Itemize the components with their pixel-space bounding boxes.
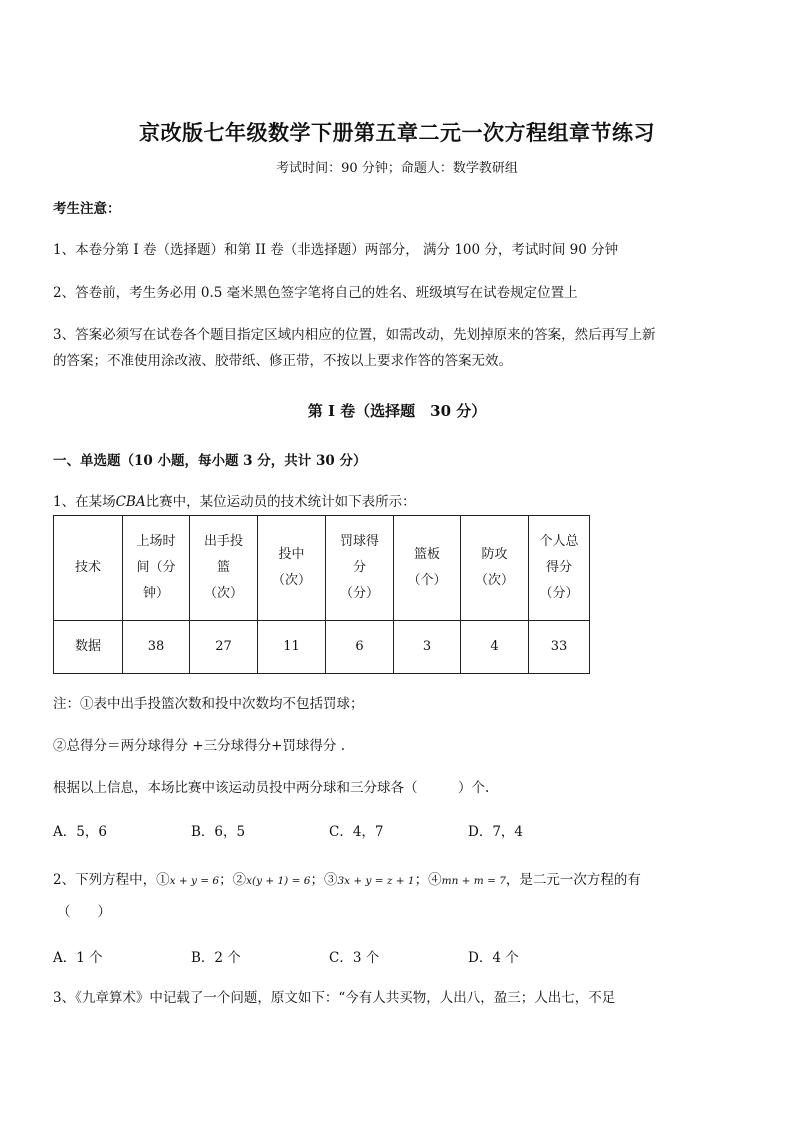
stats-table: [53, 515, 590, 674]
header-line: 防攻: [481, 547, 508, 562]
header-line: （次）: [474, 573, 514, 588]
table-cell: 4: [461, 621, 529, 674]
separator: ；: [219, 872, 233, 888]
header-line: 间（分: [136, 560, 176, 575]
cba-label: CBA: [115, 494, 146, 510]
exam-info: 考试时间：90 分钟；命题人：数学教研组: [276, 161, 518, 176]
header-cell-rebound: [394, 516, 461, 621]
page-title: 京改版七年级数学下册第五章二元一次方程组章节练习: [139, 120, 655, 145]
question-1-ask: 根据以上信息，本场比赛中该运动员投中两分球和三分球各（ ）个.: [53, 780, 490, 796]
header-line: 篮: [216, 560, 230, 575]
table-cell: 38: [123, 621, 190, 674]
circled-4: ④: [428, 872, 442, 888]
circled-2: ②: [232, 872, 247, 888]
equation-4: mn + m = 7: [441, 875, 506, 887]
header-line: 技术: [74, 560, 101, 575]
header-line: 篮板: [413, 547, 440, 562]
table-row: [54, 621, 590, 674]
question-1-suffix: 比赛中，某位运动员的技术统计如下表所示：: [145, 494, 416, 510]
question-2-stem: [53, 870, 641, 891]
row-label: 数据: [54, 621, 123, 674]
question-3-stem: 3、《九章算术》中记载了一个问题，原文如下：“今有人共买物，人出八，盈三；人出七，不足: [53, 990, 616, 1006]
q2-option-a[interactable]: A．1 个: [53, 950, 103, 966]
q2-option-b[interactable]: B．2 个: [191, 950, 241, 966]
separator: ；: [310, 872, 324, 888]
question-1-stem: [53, 492, 416, 512]
notice-item-2: 2、答卷前，考生务必用 0.5 毫米黑色签字笔将自己的姓名、班级填写在试卷规定位置上: [53, 285, 578, 301]
answer-blank: （ ）: [57, 904, 111, 920]
table-cell: 6: [326, 621, 394, 674]
header-cell-total: [529, 516, 590, 621]
table-header-row: [54, 516, 590, 621]
separator: ；: [414, 872, 429, 888]
header-line: （个）: [407, 573, 447, 588]
q2-option-c[interactable]: C．3 个: [329, 950, 380, 966]
q1-option-a[interactable]: A．5，6: [53, 824, 107, 840]
q1-option-b[interactable]: B．6，5: [191, 824, 246, 840]
header-cell-attempts: [190, 516, 258, 621]
note-1: 注：①表中出手投篮次数和投中次数均不包括罚球；: [53, 696, 364, 712]
q2-option-d[interactable]: D．4 个: [468, 950, 519, 966]
header-line: （次）: [271, 573, 311, 588]
part-title: 一、单选题（10 小题，每小题 3 分，共计 30 分）: [53, 453, 367, 469]
header-line: （分）: [539, 586, 579, 601]
header-line: 投中: [278, 547, 305, 562]
header-line: 个人总: [539, 534, 579, 549]
question-2-suffix: ，是二元一次方程的有: [505, 872, 641, 888]
notice-heading: 考生注意：: [53, 201, 121, 217]
question-2-prefix: 2、下列方程中，: [53, 872, 157, 888]
equation-1: x + y = 6: [169, 875, 220, 887]
equation-3: 3x + y = z + 1: [337, 875, 415, 887]
circled-3: ③: [323, 872, 338, 888]
header-line: 出手投: [203, 534, 243, 549]
table-cell: 33: [529, 621, 590, 674]
table-cell: 27: [190, 621, 258, 674]
table-cell: 3: [394, 621, 461, 674]
header-cell-time: [123, 516, 190, 621]
circled-1: ①: [156, 872, 170, 888]
notice-item-3-cont: 的答案；不准使用涂改液、胶带纸、修正带，不按以上要求作答的答案无效。: [53, 353, 512, 369]
notice-item-3: 3、答案必须写在试卷各个题目指定区域内相应的位置，如需改动，先划掉原来的答案，然后再写上新: [53, 327, 656, 343]
header-cell-made: [258, 516, 326, 621]
header-cell-free-throw: [326, 516, 394, 621]
header-line: 钟）: [142, 586, 169, 601]
header-line: 得分: [545, 560, 572, 575]
header-line: 分: [352, 560, 366, 575]
q1-option-c[interactable]: C．4，7: [329, 824, 384, 840]
notice-item-1: 1、本卷分第 I 卷（选择题）和第 II 卷（非选择题）两部分， 满分 100 分，考试时间 90 分钟: [53, 242, 619, 258]
header-line: 罚球得: [339, 534, 379, 549]
header-line: 上场时: [136, 534, 176, 549]
note-2: ②总得分＝两分球得分 +三分球得分+罚球得分 .: [53, 738, 345, 754]
header-cell-tech: [54, 516, 123, 621]
header-cell-defense: [461, 516, 529, 621]
q1-option-d[interactable]: D．7，4: [468, 824, 524, 840]
question-1-prefix: 1、在某场: [53, 494, 116, 510]
section-title: 第 I 卷（选择题 30 分）: [307, 402, 487, 420]
header-line: （分）: [339, 586, 379, 601]
table-cell: 11: [258, 621, 326, 674]
equation-2: x(y + 1) = 6: [246, 875, 311, 887]
header-line: （次）: [203, 586, 243, 601]
